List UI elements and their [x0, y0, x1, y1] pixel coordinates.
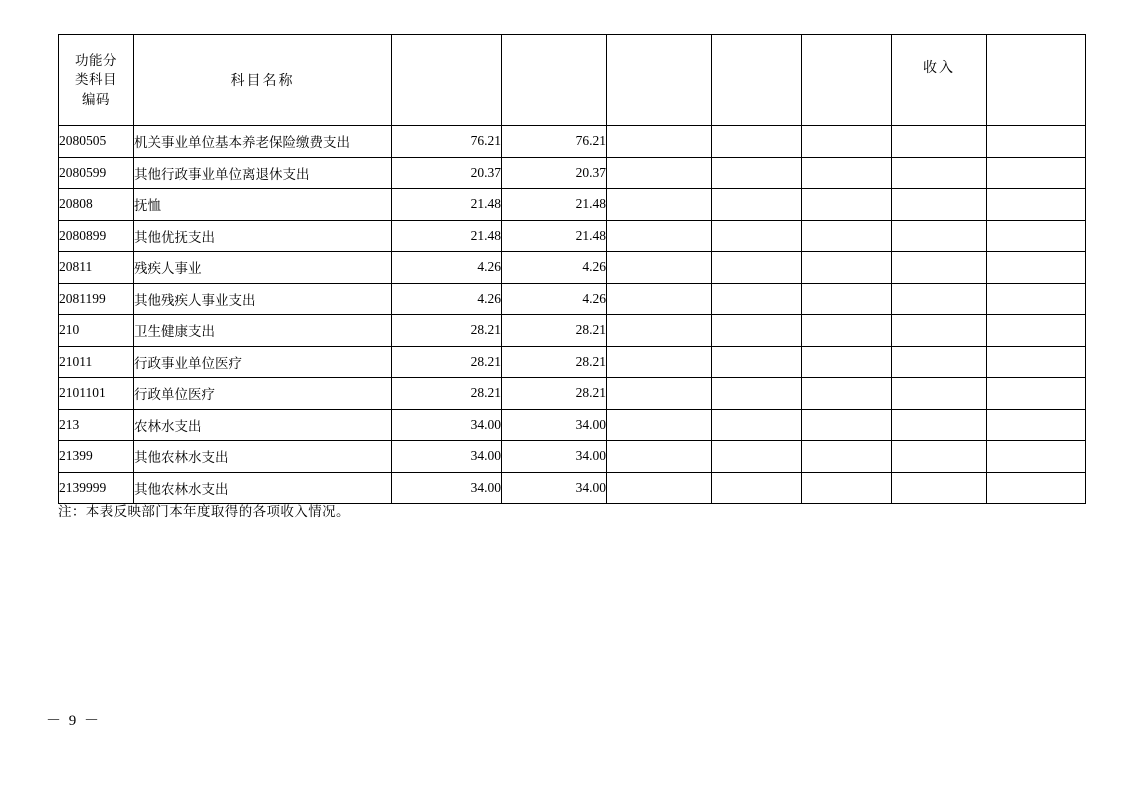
- row-blank-cell: [712, 157, 802, 189]
- row-blank-cell: [802, 157, 892, 189]
- row-code: 21011: [59, 346, 134, 378]
- row-blank-cell: [802, 126, 892, 158]
- row-value-secondary: 34.00: [502, 472, 607, 504]
- row-value-secondary: 28.21: [502, 315, 607, 347]
- table-header: [59, 35, 1086, 126]
- row-blank-cell: [607, 378, 712, 410]
- row-blank-cell: [892, 189, 987, 221]
- header-cell-col6: [712, 35, 802, 126]
- table-row: [59, 409, 1086, 441]
- table-row: [59, 315, 1086, 347]
- row-value-total: 34.00: [392, 409, 502, 441]
- row-blank-cell: [712, 220, 802, 252]
- row-blank-cell: [892, 346, 987, 378]
- table-row: [59, 157, 1086, 189]
- row-value-secondary: 76.21: [502, 126, 607, 158]
- row-value-secondary: 21.48: [502, 189, 607, 221]
- row-blank-cell: [712, 378, 802, 410]
- table-row: [59, 346, 1086, 378]
- table-note: 注：本表反映部门本年度取得的各项收入情况。: [58, 504, 350, 519]
- row-blank-cell: [712, 252, 802, 284]
- row-subject-name: 抚恤: [134, 189, 392, 221]
- header-cell-col5: [607, 35, 712, 126]
- row-blank-cell: [802, 378, 892, 410]
- row-subject-name: 其他行政事业单位离退休支出: [134, 157, 392, 189]
- row-value-total: 21.48: [392, 220, 502, 252]
- row-blank-cell: [892, 220, 987, 252]
- row-blank-cell: [607, 409, 712, 441]
- row-blank-cell: [802, 283, 892, 315]
- row-blank-cell: [607, 472, 712, 504]
- row-blank-cell: [712, 283, 802, 315]
- header-cell-col4: [502, 35, 607, 126]
- row-blank-cell: [987, 220, 1086, 252]
- row-code: 2080599: [59, 157, 134, 189]
- table-row: [59, 189, 1086, 221]
- header-code-line-3: 编码: [82, 91, 110, 107]
- header-cell-code: [59, 35, 134, 126]
- row-blank-cell: [892, 378, 987, 410]
- row-blank-cell: [802, 189, 892, 221]
- table-body: [59, 126, 1086, 504]
- row-blank-cell: [892, 315, 987, 347]
- budget-table: [58, 34, 1086, 504]
- table-row: [59, 441, 1086, 473]
- row-value-secondary: 28.21: [502, 346, 607, 378]
- row-blank-cell: [712, 315, 802, 347]
- row-blank-cell: [892, 472, 987, 504]
- row-subject-name: 其他农林水支出: [134, 441, 392, 473]
- row-blank-cell: [987, 283, 1086, 315]
- row-code: 2081199: [59, 283, 134, 315]
- row-blank-cell: [802, 441, 892, 473]
- row-blank-cell: [987, 346, 1086, 378]
- row-subject-name: 卫生健康支出: [134, 315, 392, 347]
- row-code: 210: [59, 315, 134, 347]
- row-blank-cell: [987, 189, 1086, 221]
- row-blank-cell: [712, 472, 802, 504]
- row-blank-cell: [607, 189, 712, 221]
- row-blank-cell: [607, 315, 712, 347]
- row-subject-name: 行政事业单位医疗: [134, 346, 392, 378]
- row-code: 2101101: [59, 378, 134, 410]
- header-cell-name: 科目名称: [134, 35, 392, 126]
- row-subject-name: 农林水支出: [134, 409, 392, 441]
- row-blank-cell: [987, 126, 1086, 158]
- table-row: [59, 252, 1086, 284]
- row-value-secondary: 28.21: [502, 378, 607, 410]
- row-code: 2080899: [59, 220, 134, 252]
- row-blank-cell: [892, 283, 987, 315]
- row-value-secondary: 34.00: [502, 441, 607, 473]
- row-blank-cell: [802, 252, 892, 284]
- row-blank-cell: [712, 189, 802, 221]
- row-blank-cell: [607, 220, 712, 252]
- row-code: 20808: [59, 189, 134, 221]
- row-blank-cell: [607, 252, 712, 284]
- row-subject-name: 机关事业单位基本养老保险缴费支出: [134, 126, 392, 158]
- header-code-line-2: 类科目: [75, 72, 117, 88]
- row-blank-cell: [987, 157, 1086, 189]
- row-blank-cell: [987, 252, 1086, 284]
- row-blank-cell: [892, 157, 987, 189]
- row-blank-cell: [987, 441, 1086, 473]
- row-value-secondary: 4.26: [502, 283, 607, 315]
- row-value-secondary: 34.00: [502, 409, 607, 441]
- header-code-line-1: 功能分: [75, 52, 117, 68]
- row-code: 213: [59, 409, 134, 441]
- row-blank-cell: [987, 315, 1086, 347]
- row-value-total: 34.00: [392, 441, 502, 473]
- row-blank-cell: [987, 378, 1086, 410]
- row-blank-cell: [607, 126, 712, 158]
- table-row: [59, 472, 1086, 504]
- row-blank-cell: [892, 126, 987, 158]
- header-cell-col7: [802, 35, 892, 126]
- row-blank-cell: [892, 409, 987, 441]
- row-value-total: 20.37: [392, 157, 502, 189]
- row-code: 2080505: [59, 126, 134, 158]
- table-row: [59, 378, 1086, 410]
- row-blank-cell: [892, 252, 987, 284]
- row-value-total: 21.48: [392, 189, 502, 221]
- table-row: [59, 220, 1086, 252]
- page-number: － 9 －: [46, 713, 102, 729]
- table-row: [59, 283, 1086, 315]
- row-blank-cell: [802, 315, 892, 347]
- row-blank-cell: [712, 409, 802, 441]
- row-code: 2139999: [59, 472, 134, 504]
- row-value-total: 76.21: [392, 126, 502, 158]
- row-blank-cell: [712, 346, 802, 378]
- row-value-secondary: 4.26: [502, 252, 607, 284]
- row-value-secondary: 20.37: [502, 157, 607, 189]
- header-cell-col3: [392, 35, 502, 126]
- row-code: 20811: [59, 252, 134, 284]
- row-blank-cell: [607, 283, 712, 315]
- row-value-secondary: 21.48: [502, 220, 607, 252]
- table-row: [59, 126, 1086, 158]
- row-blank-cell: [987, 409, 1086, 441]
- row-value-total: 28.21: [392, 315, 502, 347]
- row-blank-cell: [712, 441, 802, 473]
- row-blank-cell: [607, 346, 712, 378]
- row-blank-cell: [987, 472, 1086, 504]
- row-value-total: 28.21: [392, 378, 502, 410]
- row-blank-cell: [607, 441, 712, 473]
- row-subject-name: 其他残疾人事业支出: [134, 283, 392, 315]
- row-blank-cell: [802, 346, 892, 378]
- row-blank-cell: [892, 441, 987, 473]
- table-header-row: [59, 35, 1086, 126]
- row-code: 21399: [59, 441, 134, 473]
- row-value-total: 28.21: [392, 346, 502, 378]
- row-subject-name: 其他优抚支出: [134, 220, 392, 252]
- row-blank-cell: [802, 409, 892, 441]
- row-blank-cell: [712, 126, 802, 158]
- row-blank-cell: [802, 472, 892, 504]
- row-value-total: 4.26: [392, 252, 502, 284]
- row-subject-name: 残疾人事业: [134, 252, 392, 284]
- budget-table-container: [58, 34, 1085, 504]
- header-cell-income: 收入: [892, 35, 987, 126]
- header-cell-col9: [987, 35, 1086, 126]
- row-value-total: 4.26: [392, 283, 502, 315]
- row-subject-name: 行政单位医疗: [134, 378, 392, 410]
- row-blank-cell: [607, 157, 712, 189]
- row-value-total: 34.00: [392, 472, 502, 504]
- row-subject-name: 其他农林水支出: [134, 472, 392, 504]
- row-blank-cell: [802, 220, 892, 252]
